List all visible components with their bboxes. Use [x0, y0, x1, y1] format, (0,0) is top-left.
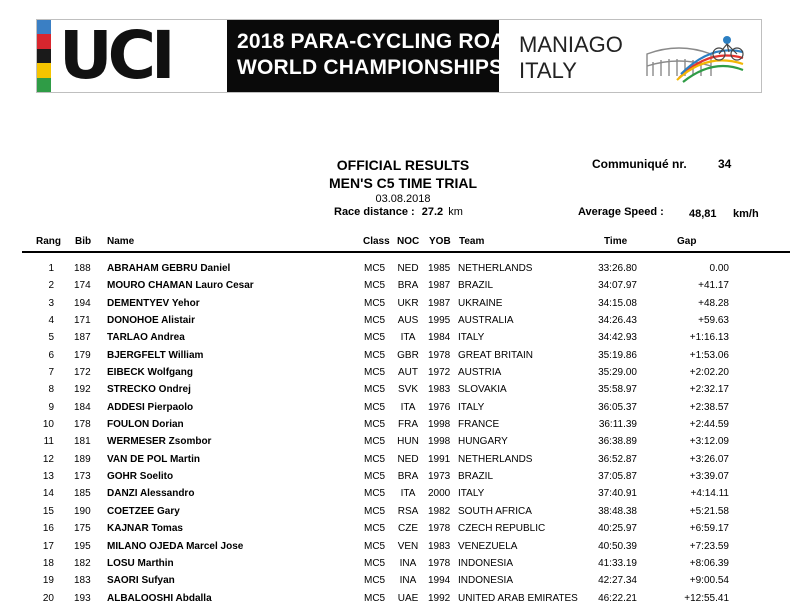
cell-yob: 1972 [428, 367, 451, 379]
cell-yob: 1992 [428, 592, 451, 604]
col-time-header: Time [604, 236, 628, 247]
table-row [0, 313, 801, 330]
cell-team: AUSTRALIA [458, 315, 514, 327]
event-title: MEN'S C5 TIME TRIAL [329, 175, 477, 191]
table-row [0, 539, 801, 556]
cell-bib: 178 [74, 419, 91, 431]
cell-gap: +7:23.59 [689, 540, 729, 552]
cell-time: 37:40.91 [598, 488, 637, 500]
cell-rang: 8 [48, 384, 54, 396]
cell-team: AUSTRIA [458, 367, 502, 379]
cell-rang: 9 [48, 401, 54, 413]
cell-bib: 193 [74, 592, 91, 604]
cell-team: INDONESIA [458, 575, 514, 587]
table-row [0, 556, 801, 573]
cell-class: MC5 [364, 297, 386, 309]
cell-name: FOULON Dorian [107, 419, 184, 431]
cell-gap: +3:12.09 [689, 436, 729, 448]
table-row [0, 296, 801, 313]
cell-name: COETZEE Gary [107, 505, 180, 517]
championship-title-line1: 2018 PARA-CYCLING ROAD [237, 30, 522, 53]
cell-name: ADDESI Pierpaolo [107, 401, 194, 413]
table-row [0, 504, 801, 521]
rainbow-stripes [37, 20, 51, 92]
cell-noc: ITA [400, 401, 416, 413]
cell-team: ITALY [458, 332, 485, 344]
table-row [0, 452, 801, 469]
race-date: 03.08.2018 [375, 193, 431, 205]
cell-rang: 12 [42, 453, 54, 465]
race-distance-value: 27.2 [421, 206, 444, 218]
cell-time: 35:29.00 [598, 367, 637, 379]
cell-time: 35:19.86 [598, 349, 637, 361]
cell-gap: +41.17 [698, 280, 729, 292]
results-table-header [0, 234, 801, 251]
cell-name: SAORI Sufyan [107, 575, 175, 587]
venue-city: MANIAGO [519, 32, 623, 57]
race-distance-row [334, 206, 463, 218]
cell-yob: 2000 [428, 488, 451, 500]
col-team-header: Team [459, 236, 485, 247]
cell-rang: 17 [42, 540, 54, 552]
cell-noc: ITA [400, 488, 416, 500]
cell-noc: HUN [397, 436, 419, 448]
cell-noc: AUT [398, 367, 418, 379]
cell-yob: 1987 [428, 297, 451, 309]
cell-time: 34:15.08 [598, 297, 637, 309]
cell-time: 40:50.39 [598, 540, 637, 552]
cell-class: MC5 [364, 592, 386, 604]
cell-name: STRECKO Ondrej [107, 384, 191, 396]
cell-noc: RSA [397, 505, 419, 517]
cell-bib: 174 [74, 280, 91, 292]
cell-gap: +59.63 [698, 315, 729, 327]
rainbow-stripe-green [37, 78, 51, 92]
rainbow-stripe-red [37, 34, 51, 48]
cell-noc: INA [399, 575, 417, 587]
cell-time: 37:05.87 [598, 471, 637, 483]
cell-class: MC5 [364, 540, 386, 552]
table-row [0, 521, 801, 538]
cell-noc: SVK [397, 384, 418, 396]
cell-team: ITALY [458, 488, 485, 500]
cell-rang: 3 [48, 297, 54, 309]
cell-team: NETHERLANDS [458, 263, 533, 274]
arena-cyclist-icon [639, 28, 749, 84]
cell-time: 36:38.89 [598, 436, 637, 448]
cell-team: BRAZIL [458, 280, 494, 292]
cell-name: KAJNAR Tomas [107, 523, 183, 535]
table-row [0, 469, 801, 486]
cell-yob: 1983 [428, 384, 451, 396]
cell-name: ALBALOOSHI Abdalla [107, 592, 212, 604]
cell-name: VAN DE POL Martin [107, 453, 200, 465]
cell-time: 34:26.43 [598, 315, 637, 327]
table-row [0, 591, 801, 608]
cell-name: MOURO CHAMAN Lauro Cesar [107, 280, 254, 292]
race-distance-unit: km [448, 206, 463, 218]
table-row [0, 417, 801, 434]
cell-noc: VEN [397, 540, 419, 552]
cell-team: ITALY [458, 401, 485, 413]
cell-bib: 172 [74, 367, 91, 379]
cell-bib: 195 [74, 540, 91, 552]
table-row [0, 278, 801, 295]
cell-gap: +3:26.07 [689, 453, 729, 465]
cell-gap: +12:55.41 [684, 592, 729, 604]
cell-name: DONOHOE Alistair [107, 315, 195, 327]
table-row [0, 348, 801, 365]
cell-team: INDONESIA [458, 557, 514, 569]
event-banner [36, 19, 762, 93]
cell-rang: 2 [48, 280, 54, 292]
rainbow-stripe-black [37, 49, 51, 63]
cell-time: 41:33.19 [598, 557, 637, 569]
cell-class: MC5 [364, 488, 386, 500]
cell-rang: 14 [42, 488, 54, 500]
table-row [0, 365, 801, 382]
cell-class: MC5 [364, 263, 386, 274]
cell-yob: 1984 [428, 332, 451, 344]
cell-class: MC5 [364, 367, 386, 379]
uci-logo: UCI [59, 19, 171, 93]
average-speed-value: 48,81 [689, 208, 717, 220]
cell-rang: 18 [42, 557, 54, 569]
rainbow-stripe-yellow [37, 63, 51, 77]
cell-team: NETHERLANDS [458, 453, 533, 465]
cell-gap: +9:00.54 [689, 575, 729, 587]
cell-gap: +8:06.39 [689, 557, 729, 569]
cell-team: SLOVAKIA [458, 384, 507, 396]
cell-bib: 181 [74, 436, 91, 448]
cell-gap: +48.28 [698, 297, 729, 309]
cell-name: EIBECK Wolfgang [107, 367, 193, 379]
cell-yob: 1983 [428, 540, 451, 552]
cell-noc: NED [397, 263, 419, 274]
cell-team: UKRAINE [458, 297, 503, 309]
cell-time: 36:05.37 [598, 401, 637, 413]
cell-gap: +2:38.57 [689, 401, 729, 413]
cell-class: MC5 [364, 523, 386, 535]
cell-class: MC5 [364, 505, 386, 517]
cell-gap: 0.00 [709, 263, 729, 274]
cell-rang: 11 [43, 436, 54, 448]
cell-gap: +2:02.20 [689, 367, 729, 379]
communique-number: 34 [718, 157, 732, 171]
cell-time: 36:52.87 [598, 453, 637, 465]
cell-name: GOHR Soelito [107, 471, 174, 483]
col-noc-header: NOC [397, 236, 420, 247]
cell-time: 34:42.93 [598, 332, 637, 344]
cell-rang: 6 [48, 349, 54, 361]
table-row [0, 261, 801, 278]
cell-name: BJERGFELT William [107, 349, 204, 361]
cell-name: DEMENTYEV Yehor [107, 297, 200, 309]
col-gap-header: Gap [677, 236, 697, 247]
cell-bib: 188 [74, 263, 91, 274]
cell-name: MILANO OJEDA Marcel Jose [107, 540, 244, 552]
col-bib-header: Bib [75, 236, 92, 247]
cell-bib: 175 [74, 523, 91, 535]
cell-noc: UKR [397, 297, 419, 309]
average-speed-unit: km/h [733, 208, 759, 220]
cell-bib: 173 [74, 471, 91, 483]
cell-class: MC5 [364, 332, 386, 344]
cell-time: 46:22.21 [598, 592, 637, 604]
cell-time: 38:48.38 [598, 505, 637, 517]
cell-class: MC5 [364, 349, 386, 361]
cell-class: MC5 [364, 436, 386, 448]
cell-team: BRAZIL [458, 471, 494, 483]
header-divider [22, 251, 790, 253]
cell-yob: 1994 [428, 575, 451, 587]
cell-time: 35:58.97 [598, 384, 637, 396]
cell-team: HUNGARY [458, 436, 508, 448]
cell-team: FRANCE [458, 419, 500, 431]
cell-rang: 15 [42, 505, 54, 517]
cell-bib: 192 [74, 384, 91, 396]
table-row [0, 400, 801, 417]
cell-name: WERMESER Zsombor [107, 436, 212, 448]
cell-noc: GBR [397, 349, 419, 361]
cell-name: ABRAHAM GEBRU Daniel [107, 263, 231, 274]
cell-class: MC5 [364, 471, 386, 483]
table-row [0, 382, 801, 399]
cell-time: 36:11.39 [598, 419, 637, 431]
cell-rang: 20 [42, 592, 54, 604]
cell-yob: 1978 [428, 523, 451, 535]
results-title: OFFICIAL RESULTS [336, 157, 470, 173]
cell-rang: 5 [48, 332, 54, 344]
cell-bib: 187 [74, 332, 91, 344]
cell-rang: 7 [48, 367, 54, 379]
cell-bib: 189 [74, 453, 91, 465]
cell-class: MC5 [364, 384, 386, 396]
cell-rang: 19 [42, 575, 54, 587]
table-row [0, 573, 801, 590]
cell-team: CZECH REPUBLIC [458, 523, 546, 535]
col-yob-header: YOB [429, 236, 451, 247]
table-row [0, 486, 801, 503]
cell-bib: 185 [74, 488, 91, 500]
cell-noc: AUS [397, 315, 419, 327]
cell-gap: +2:32.17 [689, 384, 729, 396]
cell-gap: +1:53.06 [689, 349, 729, 361]
cell-yob: 1978 [428, 349, 451, 361]
cell-team: SOUTH AFRICA [458, 505, 532, 517]
cell-class: MC5 [364, 557, 386, 569]
rainbow-stripe-blue [37, 20, 51, 34]
cell-bib: 194 [74, 297, 91, 309]
cell-yob: 1995 [428, 315, 451, 327]
results-table-body [0, 261, 801, 608]
cell-time: 40:25.97 [598, 523, 637, 535]
cell-noc: UAE [397, 592, 419, 604]
cell-rang: 4 [48, 315, 54, 327]
cell-time: 34:07.97 [598, 280, 637, 292]
cell-noc: CZE [398, 523, 418, 535]
cell-noc: FRA [398, 419, 418, 431]
average-speed-label: Average Speed : [578, 206, 664, 218]
cell-gap: +1:16.13 [689, 332, 729, 344]
cell-rang: 1 [48, 263, 54, 274]
cell-yob: 1982 [428, 505, 451, 517]
cell-bib: 190 [74, 505, 91, 517]
cell-team: UNITED ARAB EMIRATES [458, 592, 578, 604]
cell-class: MC5 [364, 401, 386, 413]
cell-gap: +3:39.07 [689, 471, 729, 483]
col-name-header: Name [107, 236, 135, 247]
cell-rang: 10 [42, 419, 54, 431]
championship-title-line2: WORLD CHAMPIONSHIPS [237, 56, 504, 79]
cell-bib: 183 [74, 575, 91, 587]
cell-class: MC5 [364, 280, 386, 292]
cell-class: MC5 [364, 575, 386, 587]
cell-yob: 1998 [428, 419, 451, 431]
table-row [0, 434, 801, 451]
cell-name: LOSU Marthin [107, 557, 174, 569]
cell-bib: 171 [74, 315, 91, 327]
table-row [0, 330, 801, 347]
cell-yob: 1973 [428, 471, 451, 483]
cell-name: DANZI Alessandro [107, 488, 195, 500]
cell-gap: +2:44.59 [689, 419, 729, 431]
cell-name: TARLAO Andrea [107, 332, 185, 344]
cell-rang: 16 [42, 523, 54, 535]
cell-yob: 1998 [428, 436, 451, 448]
cell-noc: NED [397, 453, 419, 465]
cell-gap: +6:59.17 [689, 523, 729, 535]
cell-noc: BRA [397, 280, 419, 292]
cell-time: 33:26.80 [598, 263, 637, 274]
cell-class: MC5 [364, 453, 386, 465]
cell-class: MC5 [364, 419, 386, 431]
cell-bib: 184 [74, 401, 91, 413]
cell-team: VENEZUELA [458, 540, 518, 552]
cell-team: GREAT BRITAIN [458, 349, 534, 361]
cell-noc: BRA [397, 471, 419, 483]
cell-noc: INA [399, 557, 417, 569]
cell-yob: 1987 [428, 280, 451, 292]
communique-label: Communiqué nr. [592, 157, 687, 171]
championship-title-panel [227, 20, 522, 92]
cell-bib: 182 [74, 557, 91, 569]
race-distance-label: Race distance : [334, 206, 415, 218]
cell-yob: 1985 [428, 263, 451, 274]
cell-yob: 1976 [428, 401, 451, 413]
cell-gap: +4:14.11 [690, 488, 729, 500]
cell-noc: ITA [400, 332, 416, 344]
cell-yob: 1978 [428, 557, 451, 569]
cell-yob: 1991 [428, 453, 451, 465]
cell-class: MC5 [364, 315, 386, 327]
col-class-header: Class [363, 236, 390, 247]
cell-bib: 179 [74, 349, 91, 361]
cell-time: 42:27.34 [598, 575, 637, 587]
cell-gap: +5:21.58 [689, 505, 729, 517]
col-rang-header: Rang [36, 236, 61, 247]
cell-rang: 13 [42, 471, 54, 483]
venue-country: ITALY [519, 58, 577, 83]
